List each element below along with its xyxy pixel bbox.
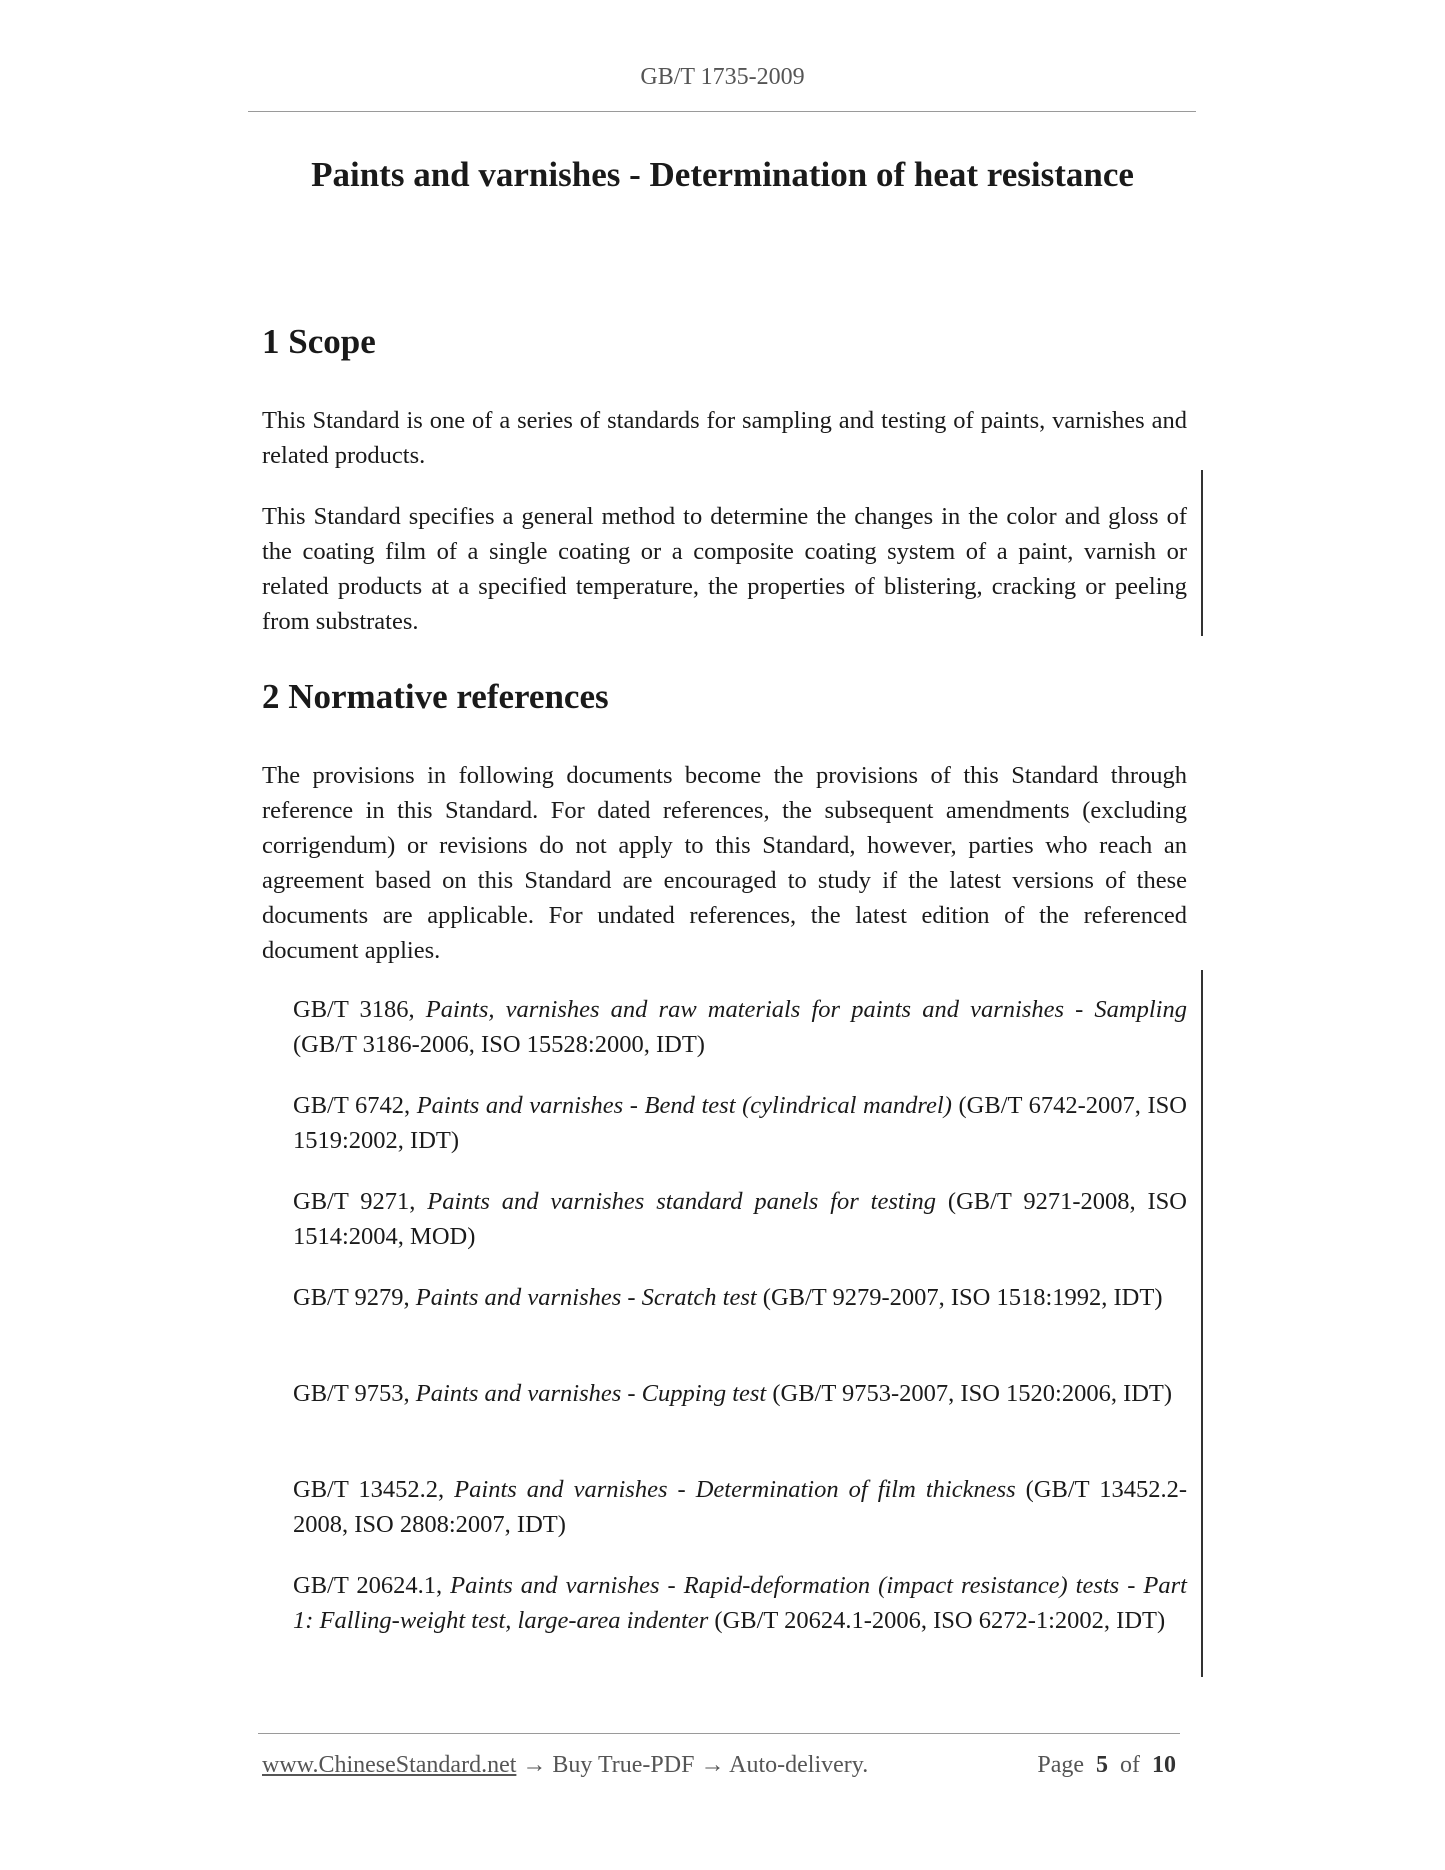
auto-delivery-text: Auto-delivery. <box>729 1752 869 1778</box>
reference-title: Paints and varnishes - Cupping test <box>415 1380 767 1407</box>
section-heading-scope: 1 Scope <box>262 322 376 361</box>
reference-item <box>293 1376 1187 1411</box>
section-heading-normative-references: 2 Normative references <box>262 677 609 716</box>
reference-equivalence: (GB/T 3186-2006, ISO 15528:2000, IDT) <box>293 1031 705 1058</box>
reference-equivalence: (GB/T 13452.2-2008, ISO 2808:2007, IDT) <box>293 1476 1187 1538</box>
reference-code: GB/T 3186, <box>293 996 426 1023</box>
revision-bar <box>1201 470 1203 636</box>
reference-title: Paints and varnishes - Scratch test <box>415 1284 757 1311</box>
reference-item <box>293 1568 1187 1638</box>
reference-code: GB/T 9753, <box>293 1380 416 1407</box>
reference-equivalence: (GB/T 9271-2008, ISO 1514:2004, MOD) <box>293 1188 1187 1250</box>
buy-true-pdf-text: Buy True-PDF <box>552 1752 695 1778</box>
reference-title: Paints and varnishes - Determination of film thickness <box>454 1476 1016 1503</box>
header-rule <box>248 111 1196 112</box>
reference-code: GB/T 20624.1, <box>293 1572 451 1599</box>
running-header: GB/T 1735-2009 <box>640 64 805 90</box>
reference-equivalence: (GB/T 20624.1-2006, ISO 6272-1:2002, IDT) <box>708 1607 1166 1634</box>
document-title: Paints and varnishes - Determination of heat resistance <box>311 155 1134 194</box>
footer-rule <box>258 1733 1180 1734</box>
reference-item <box>293 1088 1187 1158</box>
reference-code: GB/T 6742, <box>293 1092 417 1119</box>
reference-equivalence: (GB/T 6742-2007, ISO 1519:2002, IDT) <box>293 1092 1187 1154</box>
of-label: of <box>1120 1752 1140 1778</box>
reference-item <box>293 1472 1187 1542</box>
reference-code: GB/T 13452.2, <box>293 1476 455 1503</box>
reference-code: GB/T 9271, <box>293 1188 428 1215</box>
page-total: 10 <box>1152 1752 1176 1778</box>
page-label: Page <box>1037 1752 1084 1778</box>
reference-code: GB/T 9279, <box>293 1284 416 1311</box>
reference-item <box>293 992 1187 1062</box>
scope-paragraph-2: This Standard specifies a general method to determine the changes in the color and gloss of the coating film of a single coating or a composite coating system of a paint, varnish or related products at a specified temperature, the properties of blistering, cracking or peeling from substrates. <box>262 503 1187 635</box>
reference-item <box>293 1280 1187 1315</box>
reference-item <box>293 1184 1187 1254</box>
reference-title: Paints and varnishes - Bend test (cylindrical mandrel) <box>416 1092 952 1119</box>
scope-paragraph-1: This Standard is one of a series of standards for sampling and testing of paints, varnishes and related products. <box>262 407 1187 469</box>
reference-title: Paints, varnishes and raw materials for paints and varnishes - Sampling <box>425 996 1187 1023</box>
reference-title: Paints and varnishes - Rapid-deformation (impact resistance) tests - Part 1: Falling-weight test, large-area indenter <box>293 1572 1187 1634</box>
site-link[interactable]: www.ChineseStandard.net <box>262 1752 517 1778</box>
page-number: 5 <box>1096 1752 1108 1778</box>
normative-intro-paragraph: The provisions in following documents become the provisions of this Standard through reference in this Standard. For dated references, the subsequent amendments (excluding corrigendum) or revisions do not apply to this Standard, however, parties who reach an agreement based on this Standard are encouraged to study if the latest versions of these documents are applicable. For undated references, the latest edition of the referenced document applies. <box>262 762 1187 964</box>
page-footer <box>262 1752 1180 1779</box>
arrow-icon: → <box>522 1752 547 1778</box>
arrow-icon: → <box>700 1752 725 1778</box>
reference-equivalence: (GB/T 9279-2007, ISO 1518:1992, IDT) <box>756 1284 1163 1311</box>
page-indicator <box>1037 1752 1176 1779</box>
reference-title: Paints and varnishes standard panels for testing <box>427 1188 937 1215</box>
revision-bar <box>1201 970 1203 1677</box>
reference-equivalence: (GB/T 9753-2007, ISO 1520:2006, IDT) <box>766 1380 1173 1407</box>
